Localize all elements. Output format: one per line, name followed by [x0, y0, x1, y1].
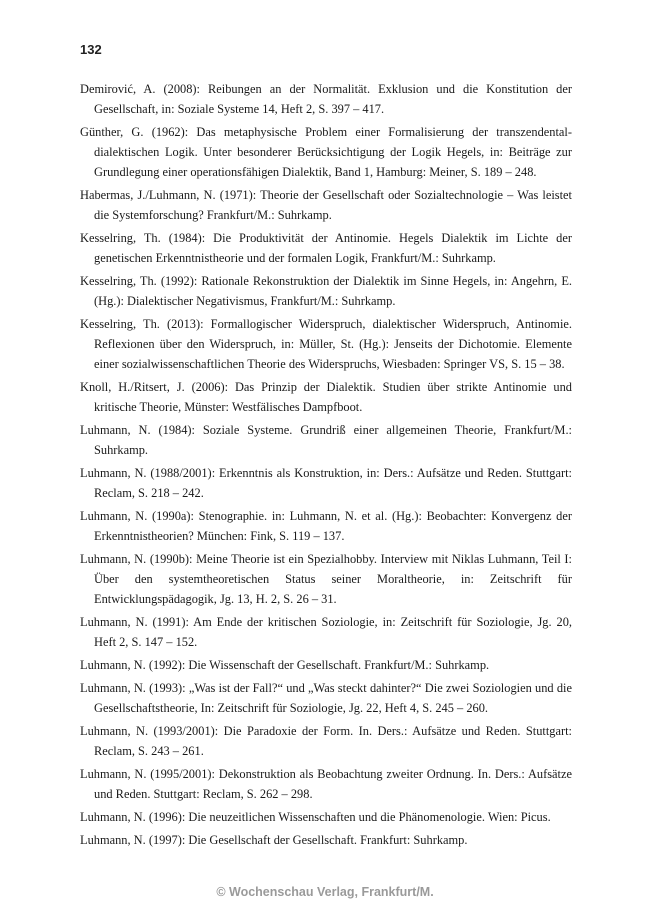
reference-entry: Luhmann, N. (1995/2001): Dekonstruktion als Beobachtung zweiter Ordnung. In. Ders.: Aufsätze und Reden. Stuttgart: Reclam, S. 262 – 298.	[80, 767, 572, 801]
reference-entry: Luhmann, N. (1988/2001): Erkenntnis als Konstruktion, in: Ders.: Aufsätze und Reden. Stuttgart: Reclam, S. 218 – 242.	[80, 466, 572, 500]
reference-list	[80, 79, 572, 853]
reference-entry: Luhmann, N. (1996): Die neuzeitlichen Wissenschaften und die Phänomenologie. Wien: Picus.	[80, 810, 551, 824]
reference-entry: Kesselring, Th. (1992): Rationale Rekonstruktion der Dialektik im Sinne Hegels, in: Angehrn, E. (Hg.): Dialektischer Negativismus, Frankfurt/M.: Suhrkamp.	[80, 274, 572, 308]
reference-entry: Luhmann, N. (1993): „Was ist der Fall?“ und „Was steckt dahinter?“ Die zwei Soziologien und die Gesellschaftstheorie, In: Zeitschrift für Soziologie, Jg. 22, Heft 4, S. 245 – 260.	[80, 681, 572, 715]
reference-entry: Luhmann, N. (1992): Die Wissenschaft der Gesellschaft. Frankfurt/M.: Suhrkamp.	[80, 658, 490, 672]
page-number: 132	[80, 42, 102, 57]
reference-entry: Knoll, H./Ritsert, J. (2006): Das Prinzip der Dialektik. Studien über strikte Antinomie und kritische Theorie, Münster: Westfälisches Dampfboot.	[80, 380, 572, 414]
reference-entry: Kesselring, Th. (2013): Formallogischer Widerspruch, dialektischer Widerspruch, Antinomie. Reflexionen über den Widerspruch, in: Müller, St. (Hg.): Jenseits der Dichotomie. Elemente einer sozialwissenschaftlichen Theorie des Widerspruchs, Wiesbaden: Springer VS, S. 15 – 38.	[80, 317, 572, 371]
reference-entry: Luhmann, N. (1990b): Meine Theorie ist ein Spezialhobby. Interview mit Niklas Luhmann, Teil I: Über den systemtheoretischen Status seiner Moraltheorie, in: Zeitschrift für Entwicklungspädagogik, Jg. 13, H. 2, S. 26 – 31.	[80, 552, 572, 606]
reference-entry: Luhmann, N. (1984): Soziale Systeme. Grundriß einer allgemeinen Theorie, Frankfurt/M.: Suhrkamp.	[80, 423, 572, 457]
reference-entry: Günther, G. (1962): Das metaphysische Problem einer Formalisierung der transzendental-dialektischen Logik. Unter besonderer Berücksichtigung der Logik Hegels, in: Beiträge zur Grundlegung einer operationsfähigen Dialektik, Band 1, Hamburg: Meiner, S. 189 – 248.	[80, 125, 572, 179]
reference-entry: Luhmann, N. (1997): Die Gesellschaft der Gesellschaft. Frankfurt: Suhrkamp.	[80, 833, 468, 847]
reference-entry: Kesselring, Th. (1984): Die Produktivität der Antinomie. Hegels Dialektik im Lichte der genetischen Erkenntnistheorie und der formalen Logik, Frankfurt/M.: Suhrkamp.	[80, 231, 572, 265]
reference-entry: Luhmann, N. (1990a): Stenographie. in: Luhmann, N. et al. (Hg.): Beobachter: Konvergenz der Erkenntnistheorien? München: Fink, S. 119 – 137.	[80, 509, 572, 543]
reference-entry: Habermas, J./Luhmann, N. (1971): Theorie der Gesellschaft oder Sozialtechnologie – Was leistet die Systemforschung? Frankfurt/M.: Suhrkamp.	[80, 188, 572, 222]
reference-entry: Luhmann, N. (1993/2001): Die Paradoxie der Form. In. Ders.: Aufsätze und Reden. Stuttgart: Reclam, S. 243 – 261.	[80, 724, 572, 758]
reference-entry: Demirović, A. (2008): Reibungen an der Normalität. Exklusion und die Konstitution der Gesellschaft, in: Soziale Systeme 14, Heft 2, S. 397 – 417.	[80, 82, 572, 116]
copyright-footer: © Wochenschau Verlag, Frankfurt/M.	[216, 885, 434, 899]
reference-entry: Luhmann, N. (1991): Am Ende der kritischen Soziologie, in: Zeitschrift für Soziologie, Jg. 20, Heft 2, S. 147 – 152.	[80, 615, 572, 649]
